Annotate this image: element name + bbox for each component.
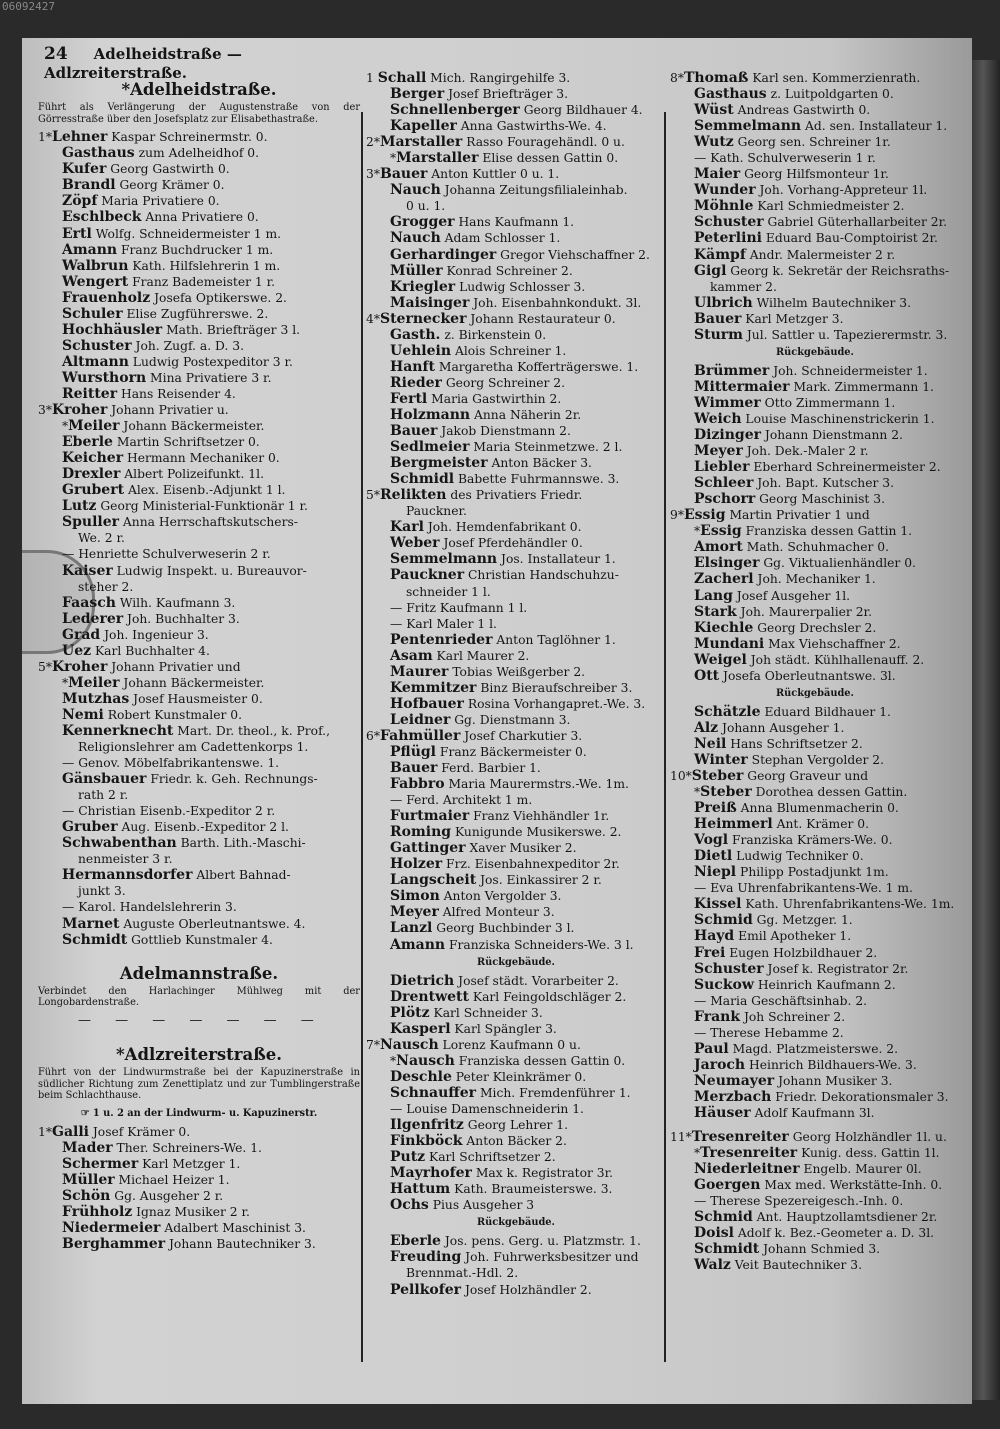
- resident-entry: Dizinger Johann Dienstmann 2.: [694, 427, 903, 444]
- resident-entry: Sedlmeier Maria Steinmetzwe. 2 l.: [390, 439, 623, 456]
- resident-entry: Leidner Gg. Dienstmann 3.: [390, 711, 571, 728]
- resident-entry: Müller Konrad Schreiner 2.: [390, 262, 573, 279]
- resident-entry: Doisl Adolf k. Bez.-Geometer a. D. 3l.: [694, 1225, 935, 1242]
- resident-entry: Maurer Tobias Weißgerber 2.: [390, 663, 586, 680]
- resident-entry: Schnellenberger Georg Bildhauer 4.: [390, 102, 643, 119]
- resident-entry: Schmidt Gottlieb Kunstmaler 4.: [62, 931, 273, 948]
- resident-entry: 1*Lehner Kaspar Schreinermstr. 0.: [38, 129, 268, 146]
- resident-entry: Kissel Kath. Uhrenfabrikantens-We. 1m.: [694, 896, 955, 913]
- resident-entry: Gasthaus z. Luitpoldgarten 0.: [694, 86, 894, 103]
- resident-entry: Uehlein Alois Schreiner 1.: [390, 342, 567, 359]
- resident-entry: Frühholz Ignaz Musiker 2 r.: [62, 1204, 250, 1221]
- resident-entry: Semmelmann Ad. sen. Installateur 1.: [694, 118, 948, 135]
- resident-entry: Altmann Ludwig Postexpeditor 3 r.: [62, 353, 293, 370]
- entry-continuation: schneider 1 l.: [406, 584, 491, 599]
- resident-entry: Gigl Georg k. Sekretär der Reichsraths-: [694, 262, 950, 279]
- resident-entry: Dietrich Josef städt. Vorarbeiter 2.: [390, 972, 619, 989]
- resident-entry: Schuster Josef k. Registrator 2r.: [694, 960, 909, 977]
- resident-entry: Putz Karl Schriftsetzer 2.: [390, 1149, 556, 1166]
- resident-entry: Drentwett Karl Feingoldschläger 2.: [390, 988, 627, 1005]
- resident-entry: — Eva Uhrenfabrikantens-We. 1 m.: [694, 881, 913, 896]
- resident-entry: Schön Gg. Ausgeher 2 r.: [62, 1187, 224, 1204]
- resident-entry: Häuser Adolf Kaufmann 3l.: [694, 1105, 875, 1121]
- resident-entry: *Meiler Johann Bäckermeister.: [62, 418, 265, 435]
- resident-entry: Gerhardinger Gregor Viehschaffner 2.: [390, 246, 650, 263]
- resident-entry: Ilgenfritz Georg Lehrer 1.: [390, 1117, 568, 1134]
- resident-entry: *Nausch Franziska dessen Gattin 0.: [390, 1052, 626, 1069]
- street-heading: *Adlzreiterstraße.: [116, 1044, 282, 1064]
- resident-entry: Niedermeier Adalbert Maschinist 3.: [62, 1220, 306, 1237]
- resident-entry: Freuding Joh. Fuhrwerksbesitzer und: [390, 1249, 639, 1266]
- resident-entry: Wüst Andreas Gastwirth 0.: [694, 102, 871, 119]
- resident-entry: *Meiler Johann Bäckermeister.: [62, 674, 265, 691]
- resident-entry: Hochhäusler Math. Briefträger 3 l.: [62, 321, 301, 338]
- resident-entry: Frank Joh Schreiner 2.: [694, 1008, 846, 1025]
- resident-entry: Kapeller Anna Gastwirths-We. 4.: [390, 118, 607, 135]
- resident-entry: Vogl Franziska Krämers-We. 0.: [694, 832, 893, 849]
- resident-entry: Brandl Georg Krämer 0.: [62, 177, 225, 194]
- resident-entry: 10*Steber Georg Graveur und: [670, 768, 869, 785]
- resident-entry: Drexler Albert Polizeifunkt. 1l.: [62, 466, 264, 483]
- resident-entry: Möhnle Karl Schmiedmeister 2.: [694, 198, 905, 215]
- resident-entry: 8*Thomaß Karl sen. Kommerzienrath.: [670, 70, 921, 86]
- resident-entry: Brümmer Joh. Schneidermeister 1.: [694, 362, 928, 379]
- resident-entry: Pflügl Franz Bäckermeister 0.: [390, 743, 587, 760]
- page-header: [44, 44, 344, 82]
- resident-entry: Mittermaier Mark. Zimmermann 1.: [694, 378, 934, 395]
- resident-entry: Langscheit Jos. Einkassirer 2 r.: [390, 872, 602, 889]
- resident-entry: Holzer Frz. Eisenbahnexpeditor 2r.: [390, 856, 620, 873]
- resident-entry: Grad Joh. Ingenieur 3.: [62, 626, 209, 643]
- resident-entry: Merzbach Friedr. Dekorationsmaler 3.: [694, 1088, 949, 1105]
- resident-entry: Kemmitzer Binz Bieraufschreiber 3.: [390, 679, 633, 696]
- resident-entry: Elsinger Gg. Viktualienhändler 0.: [694, 555, 916, 572]
- resident-entry: Alz Johann Ausgeher 1.: [694, 719, 845, 736]
- resident-entry: Gänsbauer Friedr. k. Geh. Rechnungs-: [62, 771, 318, 788]
- column-1: [38, 78, 360, 1252]
- resident-entry: Reitter Hans Reisender 4.: [62, 385, 236, 402]
- resident-entry: — Karol. Handelslehrerin 3.: [62, 900, 237, 915]
- resident-entry: Wunder Joh. Vorhang-Appreteur 1l.: [694, 182, 928, 199]
- resident-entry: Winter Stephan Vergolder 2.: [694, 751, 885, 768]
- resident-entry: Schnauffer Mich. Fremdenführer 1.: [390, 1084, 631, 1101]
- resident-entry: — Maria Geschäftsinhab. 2.: [694, 993, 868, 1008]
- resident-entry: Frauenholz Josefa Optikerswe. 2.: [62, 289, 287, 306]
- resident-entry: Wursthorn Mina Privatiere 3 r.: [62, 369, 272, 386]
- resident-entry: Ochs Pius Ausgeher 3: [390, 1197, 535, 1214]
- resident-entry: Schuler Elise Zugführerswe. 2.: [62, 305, 269, 322]
- resident-entry: 2*Marstaller Rasso Fouragehändl. 0 u.: [366, 134, 625, 151]
- resident-entry: Hofbauer Rosina Vorhangapret.-We. 3.: [390, 695, 646, 712]
- resident-entry: Kufer Georg Gastwirth 0.: [62, 161, 230, 178]
- resident-entry: Walbrun Kath. Hilfslehrerin 1 m.: [62, 257, 281, 274]
- resident-entry: Ulbrich Wilhelm Bautechniker 3.: [694, 294, 912, 311]
- resident-entry: Lang Josef Ausgeher 1l.: [694, 587, 851, 604]
- resident-entry: Gruber Aug. Eisenb.-Expeditor 2 l.: [62, 819, 289, 836]
- resident-entry: Holzmann Anna Näherin 2r.: [390, 406, 582, 423]
- resident-entry: Schleer Joh. Bapt. Kutscher 3.: [694, 475, 894, 492]
- resident-entry: — Kath. Schulverweserin 1 r.: [694, 151, 876, 166]
- resident-entry: Meyer Alfred Monteur 3.: [390, 904, 555, 921]
- book-edge: [972, 60, 1000, 1400]
- resident-entry: Kennerknecht Mart. Dr. theol., k. Prof.,: [62, 722, 331, 739]
- resident-entry: Faasch Wilh. Kaufmann 3.: [62, 594, 236, 611]
- resident-entry: Karl Joh. Hemdenfabrikant 0.: [390, 519, 582, 536]
- resident-entry: — Karl Maler 1 l.: [390, 616, 497, 631]
- column-rule-1: [361, 112, 363, 1362]
- street-description: Führt von der Lindwurmstraße bei der Kapuzinerstraße in südlicher Richtung zum Zenettiplatz und zur Tumblingerstraße beim Schlachthause.: [38, 1066, 360, 1102]
- resident-entry: Niepl Philipp Postadjunkt 1m.: [694, 864, 889, 881]
- scan-id: 06092427: [2, 0, 55, 13]
- resident-entry: Sturm Jul. Sattler u. Tapezierermstr. 3.: [694, 326, 948, 343]
- resident-entry: *Tresenreiter Kunig. dess. Gattin 1l.: [694, 1145, 940, 1162]
- resident-entry: 3*Kroher Johann Privatier u.: [38, 402, 229, 419]
- resident-entry: Plötz Karl Schneider 3.: [390, 1004, 543, 1021]
- resident-entry: 3*Bauer Anton Kuttler 0 u. 1.: [366, 166, 560, 183]
- resident-entry: Spuller Anna Herrschaftskutschers-: [62, 514, 298, 531]
- resident-entry: Liebler Eberhard Schreinermeister 2.: [694, 459, 941, 476]
- resident-entry: Pauckner Christian Handschuhzu-: [390, 567, 619, 584]
- resident-entry: Suckow Heinrich Kaufmann 2.: [694, 976, 896, 993]
- entry-continuation: Pauckner.: [406, 504, 467, 519]
- subsection-label: Rückgebäude.: [776, 687, 854, 699]
- resident-entry: Amann Franziska Schneiders-We. 3 l.: [390, 936, 634, 953]
- resident-entry: — Fritz Kaufmann 1 l.: [390, 600, 528, 615]
- resident-entry: Wengert Franz Bademeister 1 r.: [62, 273, 276, 290]
- resident-entry: Ertl Wolfg. Schneidermeister 1 m.: [62, 225, 282, 242]
- resident-entry: 5*Relikten des Privatiers Friedr.: [366, 487, 583, 504]
- resident-entry: Lanzl Georg Buchbinder 3 l.: [390, 920, 575, 937]
- subsection-label: Rückgebäude.: [477, 1217, 555, 1229]
- resident-entry: 9*Essig Martin Privatier 1 und: [670, 507, 870, 524]
- resident-entry: Mutzhas Josef Hausmeister 0.: [62, 690, 263, 707]
- resident-entry: Wimmer Otto Zimmermann 1.: [694, 394, 896, 411]
- resident-entry: Grogger Hans Kaufmann 1.: [390, 214, 575, 231]
- page-number: 24: [44, 44, 68, 64]
- resident-entry: Lederer Joh. Buchhalter 3.: [62, 610, 240, 627]
- resident-entry: Schmid Gg. Metzger. 1.: [694, 912, 853, 929]
- resident-entry: Schuster Gabriel Güterhallarbeiter 2r.: [694, 214, 948, 231]
- resident-entry: Mayrhofer Max k. Registrator 3r.: [390, 1165, 614, 1182]
- resident-entry: Eberle Martin Schriftsetzer 0.: [62, 434, 260, 451]
- resident-entry: Grubert Alex. Eisenb.-Adjunkt 1 l.: [62, 482, 286, 499]
- resident-entry: Schuster Joh. Zugf. a. D. 3.: [62, 337, 244, 354]
- subsection-label: Rückgebäude.: [477, 956, 555, 968]
- spacer: [670, 1121, 960, 1129]
- resident-entry: Bauer Karl Metzger 3.: [694, 310, 844, 327]
- resident-entry: Schmidt Johann Schmied 3.: [694, 1241, 881, 1258]
- resident-entry: — Henriette Schulverweserin 2 r.: [62, 547, 271, 562]
- resident-entry: Bauer Jakob Dienstmann 2.: [390, 423, 571, 440]
- entry-continuation: steher 2.: [78, 579, 134, 594]
- resident-entry: Weich Louise Maschinenstrickerin 1.: [694, 410, 935, 427]
- resident-entry: — Genov. Möbelfabrikantenswe. 1.: [62, 756, 280, 771]
- entry-continuation: Brennmat.-Hdl. 2.: [406, 1266, 519, 1281]
- resident-entry: *Steber Dorothea dessen Gattin.: [694, 784, 908, 801]
- resident-entry: Pentenrieder Anton Taglöhner 1.: [390, 631, 616, 648]
- column-3: [670, 70, 960, 1273]
- resident-entry: Finkböck Anton Bäcker 2.: [390, 1133, 567, 1150]
- resident-entry: Schmidl Babette Fuhrmannswe. 3.: [390, 471, 620, 488]
- page-title: Adelheidstraße — Adlzreiterstraße.: [44, 45, 242, 82]
- resident-entry: Preiß Anna Blumenmacherin 0.: [694, 800, 899, 817]
- resident-entry: Heimmerl Ant. Krämer 0.: [694, 816, 870, 833]
- resident-entry: Berger Josef Briefträger 3.: [390, 86, 568, 103]
- resident-entry: Uez Karl Buchhalter 4.: [62, 642, 210, 659]
- resident-entry: Gattinger Xaver Musiker 2.: [390, 840, 577, 857]
- entry-continuation: Religionslehrer am Cadettenkorps 1.: [78, 740, 309, 755]
- resident-entry: Deschle Peter Kleinkrämer 0.: [390, 1068, 587, 1085]
- resident-entry: 5*Kroher Johann Privatier und: [38, 658, 241, 675]
- resident-entry: Dietl Ludwig Techniker 0.: [694, 848, 864, 865]
- resident-entry: Maier Georg Hilfsmonteur 1r.: [694, 166, 889, 183]
- resident-entry: Mundani Max Viehschaffner 2.: [694, 635, 901, 652]
- resident-entry: Schmid Ant. Hauptzollamtsdiener 2r.: [694, 1209, 938, 1226]
- resident-entry: Kaiser Ludwig Inspekt. u. Bureauvor-: [62, 562, 307, 579]
- entry-continuation: 0 u. 1.: [406, 199, 446, 214]
- resident-entry: Zacherl Joh. Mechaniker 1.: [694, 571, 876, 588]
- resident-entry: Maisinger Joh. Eisenbahnkondukt. 3l.: [390, 294, 642, 311]
- resident-entry: Neumayer Johann Musiker 3.: [694, 1072, 893, 1089]
- resident-entry: Hattum Kath. Braumeisterswe. 3.: [390, 1181, 613, 1198]
- column-2: [366, 70, 666, 1298]
- resident-entry: Gasth. z. Birkenstein 0.: [390, 326, 547, 343]
- resident-entry: 4*Sternecker Johann Restaurateur 0.: [366, 310, 616, 327]
- resident-entry: *Essig Franziska dessen Gattin 1.: [694, 523, 913, 540]
- resident-entry: Mader Ther. Schreiners-We. 1.: [62, 1139, 262, 1156]
- resident-entry: Stark Joh. Maurerpalier 2r.: [694, 603, 872, 620]
- resident-entry: Furtmaier Franz Viehhändler 1r.: [390, 808, 610, 825]
- resident-entry: Amort Math. Schuhmacher 0.: [694, 539, 890, 556]
- resident-entry: — Therese Hebamme 2.: [694, 1025, 844, 1040]
- resident-entry: Fertl Maria Gastwirthin 2.: [390, 390, 562, 407]
- street-heading: *Adelheidstraße.: [121, 80, 277, 99]
- empty-street-dashes: — — — — — — —: [78, 1012, 324, 1028]
- resident-entry: Bergmeister Anton Bäcker 3.: [390, 455, 592, 472]
- resident-entry: — Louise Damenschneiderin 1.: [390, 1102, 584, 1116]
- resident-entry: Niederleitner Engelb. Maurer 0l.: [694, 1161, 922, 1178]
- resident-entry: Rieder Georg Schreiner 2.: [390, 374, 566, 391]
- resident-entry: Schätzle Eduard Bildhauer 1.: [694, 703, 891, 720]
- subsection-label: ☞ 1 u. 2 an der Lindwurm- u. Kapuzinerstr.: [80, 1107, 318, 1119]
- resident-entry: Simon Anton Vergolder 3.: [390, 888, 562, 905]
- resident-entry: Weber Josef Pferdehändler 0.: [390, 535, 583, 552]
- resident-entry: *Marstaller Elise dessen Gattin 0.: [390, 150, 619, 167]
- entry-continuation: rath 2 r.: [78, 788, 129, 803]
- resident-entry: Müller Michael Heizer 1.: [62, 1171, 230, 1188]
- resident-entry: — Christian Eisenb.-Expeditor 2 r.: [62, 804, 276, 819]
- resident-entry: 7*Nausch Lorenz Kaufmann 0 u.: [366, 1036, 581, 1053]
- resident-entry: Neil Hans Schriftsetzer 2.: [694, 735, 863, 752]
- resident-entry: — Therese Spezereigesch.-Inh. 0.: [694, 1194, 904, 1209]
- resident-entry: Kiechle Georg Drechsler 2.: [694, 619, 877, 636]
- entry-continuation: nenmeister 3 r.: [78, 852, 173, 867]
- resident-entry: Nauch Johanna Zeitungsfilialeinhab.: [390, 182, 628, 199]
- resident-entry: Lutz Georg Ministerial-Funktionär 1 r.: [62, 498, 308, 515]
- resident-entry: Semmelmann Jos. Installateur 1.: [390, 551, 616, 568]
- resident-entry: Kasperl Karl Spängler 3.: [390, 1020, 557, 1037]
- resident-entry: Goergen Max med. Werkstätte-Inh. 0.: [694, 1177, 943, 1194]
- resident-entry: Jaroch Heinrich Bildhauers-We. 3.: [694, 1056, 917, 1073]
- resident-entry: Kämpf Andr. Malermeister 2 r.: [694, 246, 896, 263]
- resident-entry: Berghammer Johann Bautechniker 3.: [62, 1236, 316, 1253]
- resident-entry: Kriegler Ludwig Schlosser 3.: [390, 278, 586, 295]
- resident-entry: Pellkofer Josef Holzhändler 2.: [390, 1281, 592, 1298]
- resident-entry: Schwabenthan Barth. Lith.-Maschi-: [62, 835, 306, 852]
- subsection-label: Rückgebäude.: [776, 346, 854, 358]
- resident-entry: Gasthaus zum Adelheidhof 0.: [62, 145, 260, 162]
- resident-entry: 6*Fahmüller Josef Charkutier 3.: [366, 727, 583, 744]
- resident-entry: 1 Schall Mich. Rangirgehilfe 3.: [366, 70, 571, 86]
- resident-entry: Hermannsdorfer Albert Bahnad-: [62, 867, 291, 884]
- resident-entry: Paul Magd. Platzmeisterswe. 2.: [694, 1040, 899, 1057]
- entry-continuation: kammer 2.: [710, 279, 777, 294]
- resident-entry: 11*Tresenreiter Georg Holzhändler 1l. u.: [670, 1129, 947, 1146]
- resident-entry: Roming Kunigunde Musikerswe. 2.: [390, 824, 622, 841]
- resident-entry: Nemi Robert Kunstmaler 0.: [62, 706, 243, 723]
- resident-entry: Nauch Adam Schlosser 1.: [390, 230, 561, 247]
- resident-entry: Peterlini Eduard Bau-Comptoirist 2r.: [694, 230, 938, 247]
- resident-entry: Ott Josefa Oberleutnantswe. 3l.: [694, 667, 896, 684]
- resident-entry: Hayd Emil Apotheker 1.: [694, 928, 852, 945]
- resident-entry: Keicher Hermann Mechaniker 0.: [62, 450, 280, 467]
- resident-entry: Wutz Georg sen. Schreiner 1r.: [694, 134, 891, 151]
- street-description: Verbindet den Harlachinger Mühlweg mit der Longobardenstraße.: [38, 985, 360, 1009]
- resident-entry: Bauer Ferd. Barbier 1.: [390, 760, 541, 777]
- resident-entry: Walz Veit Bautechniker 3.: [694, 1257, 862, 1274]
- resident-entry: Weigel Joh städt. Kühlhallenauff. 2.: [694, 651, 925, 668]
- resident-entry: Meyer Joh. Dek.-Maler 2 r.: [694, 443, 869, 460]
- resident-entry: Frei Eugen Holzbildhauer 2.: [694, 944, 878, 961]
- resident-entry: 1*Galli Josef Krämer 0.: [38, 1123, 191, 1140]
- street-heading: Adelmannstraße.: [119, 963, 279, 983]
- resident-entry: Eberle Jos. pens. Gerg. u. Platzmstr. 1.: [390, 1233, 641, 1250]
- street-description: Führt als Verlängerung der Augustenstraße von der Görresstraße über den Josefsplatz zur Elisabethastraße.: [38, 102, 360, 125]
- entry-continuation: We. 2 r.: [78, 531, 125, 546]
- resident-entry: Asam Karl Maurer 2.: [390, 647, 530, 664]
- resident-entry: Schermer Karl Metzger 1.: [62, 1155, 241, 1172]
- resident-entry: Fabbro Maria Maurermstrs.-We. 1m.: [390, 776, 629, 793]
- resident-entry: — Ferd. Architekt 1 m.: [390, 793, 533, 808]
- resident-entry: Zöpf Maria Privatiere 0.: [62, 193, 220, 210]
- resident-entry: Pschorr Georg Maschinist 3.: [694, 491, 885, 508]
- entry-continuation: junkt 3.: [78, 884, 126, 899]
- resident-entry: Hanft Margaretha Kofferträgerswe. 1.: [390, 358, 639, 375]
- resident-entry: Eschlbeck Anna Privatiere 0.: [62, 209, 259, 226]
- resident-entry: Marnet Auguste Oberleutnantswe. 4.: [62, 915, 306, 932]
- resident-entry: Amann Franz Buchdrucker 1 m.: [62, 241, 274, 258]
